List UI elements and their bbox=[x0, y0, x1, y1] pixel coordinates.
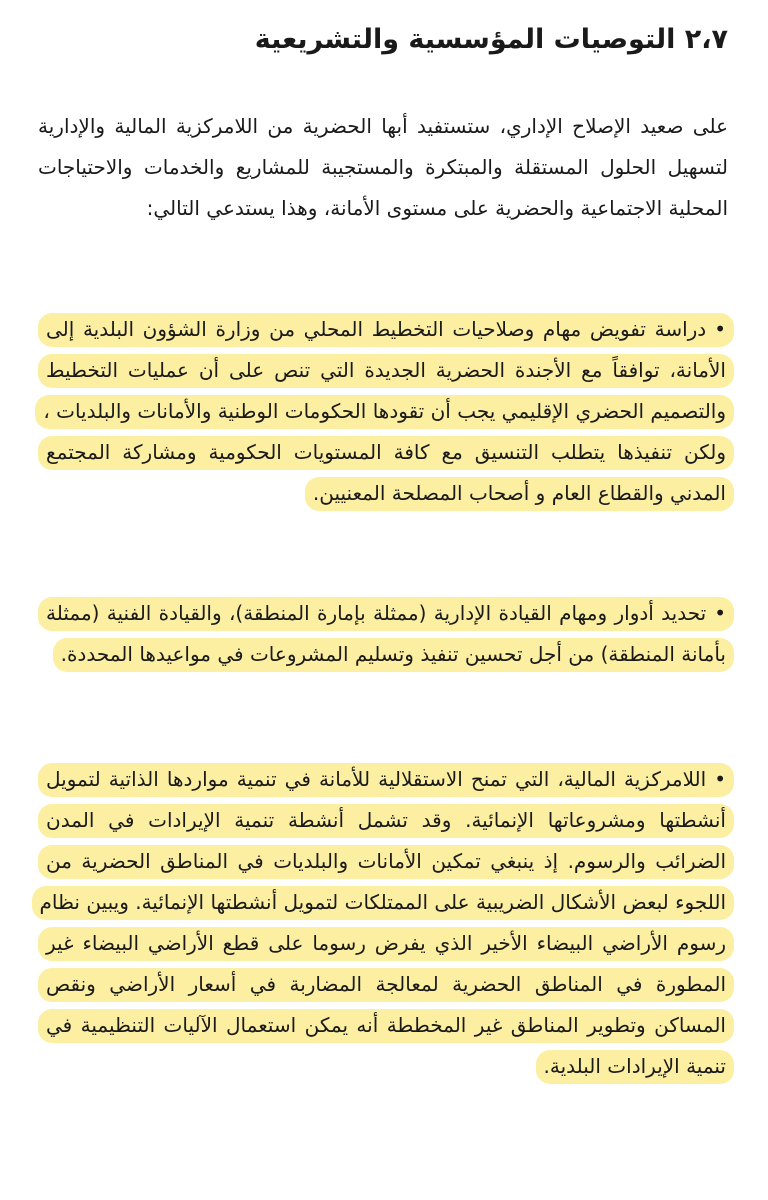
highlighted-text bbox=[38, 597, 734, 672]
highlighted-text bbox=[35, 313, 734, 511]
bullet-marker: • bbox=[714, 601, 726, 625]
bullet-item bbox=[38, 759, 734, 1087]
section-title: ٢،٧ التوصيات المؤسسية والتشريعية bbox=[254, 24, 728, 55]
intro-paragraph: على صعيد الإصلاح الإداري، ستستفيد أبها الحضرية من اللامركزية المالية والإدارية لتسهيل الحلول المستقلة والمبتكرة والمستجيبة للمشاريع والخدمات والاحتياجات المحلية الاجتماعية والحضرية على مستوى الأمانة، وهذا يستدعي التالي: bbox=[38, 114, 728, 220]
bullet-marker: • bbox=[714, 767, 726, 791]
bullet-item bbox=[38, 309, 734, 514]
bullet-text: اللامركزية المالية، التي تمنح الاستقلالية للأمانة في تنمية مواردها الذاتية لتمويل أنشطتها ومشروعاتها الإنمائية. وقد تشمل أنشطة تنمية الإيرادات في المدن الضرائب والرسوم. إذ ينبغي تمكين الأمانات والبلديات في المناطق الحضرية من اللجوء لبعض الأشكال الضريبية على الممتلكات لتمويل أنشطتها الإنمائية. ويبين نظام رسوم الأراضي البيضاء الأخير الذي يفرض رسوما على قطع الأراضي البيضاء غير المطورة في المناطق الحضرية لمعالجة المضاربة في أسعار الأراضي ونقص المساكن وتطوير المناطق غير المخططة أنه يمكن استعمال الآليات التنظيمية في تنمية الإيرادات البلدية. bbox=[39, 767, 726, 1078]
bullet-text: تحديد أدوار ومهام القيادة الإدارية (ممثلة بإمارة المنطقة)، والقيادة الفنية (ممثلة بأمانة المنطقة) من أجل تحسين تنفيذ وتسليم المشروعات في مواعيدها المحددة. bbox=[46, 601, 726, 666]
bullet-marker: • bbox=[714, 317, 726, 341]
bullet-text: دراسة تفويض مهام وصلاحيات التخطيط المحلي من وزارة الشؤون البلدية إلى الأمانة، توافقاً مع الأجندة الحضرية الجديدة التي تنص على أن عمليات التخطيط والتصميم الحضري الإقليمي يجب أن تقودها الحكومات الوطنية والأمانات والبلديات ، ولكن تنفيذها يتطلب التنسيق مع كافة المستويات الحكومية ومشاركة المجتمع المدني والقطاع العام و أصحاب المصلحة المعنيين. bbox=[43, 317, 726, 505]
highlighted-text bbox=[32, 763, 734, 1084]
bullet-item bbox=[38, 593, 734, 675]
